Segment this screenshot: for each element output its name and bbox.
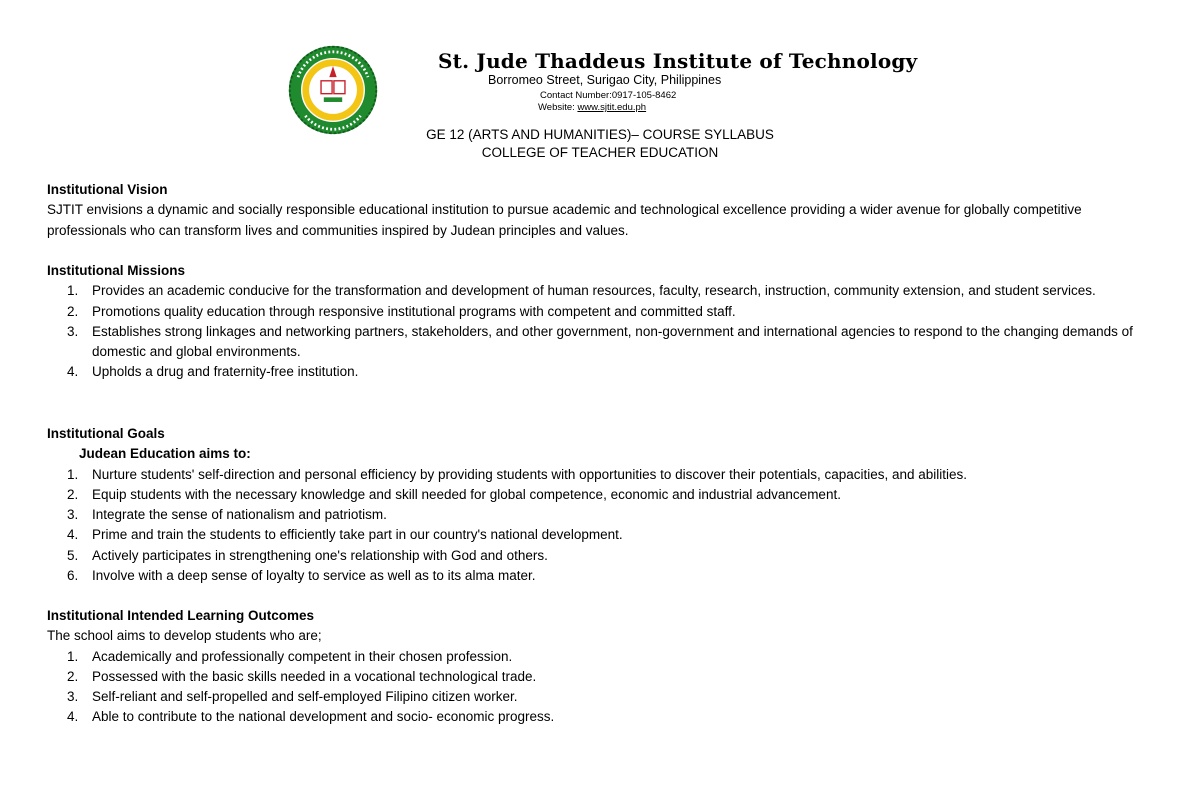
vision-text: SJTIT envisions a dynamic and socially responsible educational institution to pursue academic and technological excellence providing a wider avenue for globally competitive professionals who can transform lives and communities inspired by Judean principles and values. [47,202,1082,238]
list-item-text: Nurture students' self-direction and personal efficiency by providing students with opportunities to discover their potentials, capacities, and abilities. [92,466,968,482]
list-item-number: 1. [67,283,79,299]
list-item [47,465,1157,485]
list-item [47,302,1157,322]
outcomes-heading: Institutional Intended Learning Outcomes [47,608,315,623]
institution-name: St. Jude Thaddeus Institute of Technology [438,49,918,73]
institution-website [538,102,646,113]
institution-seal-logo [286,44,380,136]
list-item-text: Self-reliant and self-propelled and self-employed Filipino citizen worker. [92,689,518,705]
outcomes-intro: The school aims to develop students who are; [47,628,322,644]
list-item [47,546,1157,566]
goals-list [47,465,1157,587]
list-item [47,667,1157,687]
institution-address: Borromeo Street, Surigao City, Philippines [488,73,722,87]
outcomes-list [47,647,1157,728]
goals-subheading: Judean Education aims to: [79,446,251,462]
list-item [47,362,1157,382]
list-item-number: 3. [67,689,79,705]
vision-section [47,180,1157,241]
list-item-text: Actively participates in strengthening one's relationship with God and others. [92,547,548,563]
list-item [47,647,1157,667]
vision-heading: Institutional Vision [47,182,168,197]
list-item-number: 6. [67,568,79,584]
list-item-text: Involve with a deep sense of loyalty to service as well as to its alma mater. [92,568,536,584]
list-item [47,687,1157,707]
list-item-number: 1. [67,648,79,664]
list-item-text: Able to contribute to the national development and socio- economic progress. [92,709,555,725]
list-item [47,707,1157,727]
list-item-text: Prime and train the students to efficiently take part in our country's national development. [92,527,623,543]
contact-label: Contact Number: [540,90,612,101]
list-item-text: Promotions quality education through responsive institutional programs with competent and committed staff. [92,303,736,319]
course-syllabus-title: GE 12 (ARTS AND HUMANITIES)– COURSE SYLLABUS [426,127,774,142]
list-item-text: Upholds a drug and fraternity-free institution. [92,364,359,380]
list-item-text: Provides an academic conducive for the transformation and development of human resources, faculty, research, instruction, community extension, and student services. [92,283,1096,299]
list-item [47,485,1157,505]
list-item-number: 2. [67,303,79,319]
list-item-text: Integrate the sense of nationalism and patriotism. [92,507,387,523]
website-label: Website: [538,102,575,113]
list-item-text: Academically and professionally competent in their chosen profession. [92,648,513,664]
list-item-number: 2. [67,486,79,502]
list-item-number: 1. [67,466,79,482]
list-item-number: 5. [67,547,79,563]
list-item-text: Establishes strong linkages and networking partners, stakeholders, and other government, non-government and international agencies to respond to the changing demands of domestic and global environments. [92,323,1133,360]
list-item [47,322,1157,363]
college-name: COLLEGE OF TEACHER EDUCATION [481,145,719,160]
missions-section [47,261,1157,383]
list-item [47,566,1157,586]
list-item [47,281,1157,301]
goals-section [47,424,1157,586]
institution-contact [540,90,676,101]
list-item-number: 4. [67,364,79,380]
list-item-text: Equip students with the necessary knowledge and skill needed for global competence, economic and industrial advancement. [92,486,841,502]
missions-heading: Institutional Missions [47,263,186,278]
list-item [47,525,1157,545]
goals-heading: Institutional Goals [47,426,165,441]
list-item-number: 3. [67,323,79,339]
website-link[interactable]: www.sjtit.edu.ph [577,102,647,113]
outcomes-section [47,606,1157,728]
list-item [47,505,1157,525]
missions-list [47,281,1157,382]
list-item-number: 3. [67,507,79,523]
list-item-number: 2. [67,668,79,684]
contact-number: 0917-105-8462 [611,90,677,101]
list-item-number: 4. [67,527,79,543]
list-item-text: Possessed with the basic skills needed in a vocational technological trade. [92,668,537,684]
list-item-number: 4. [67,709,79,725]
